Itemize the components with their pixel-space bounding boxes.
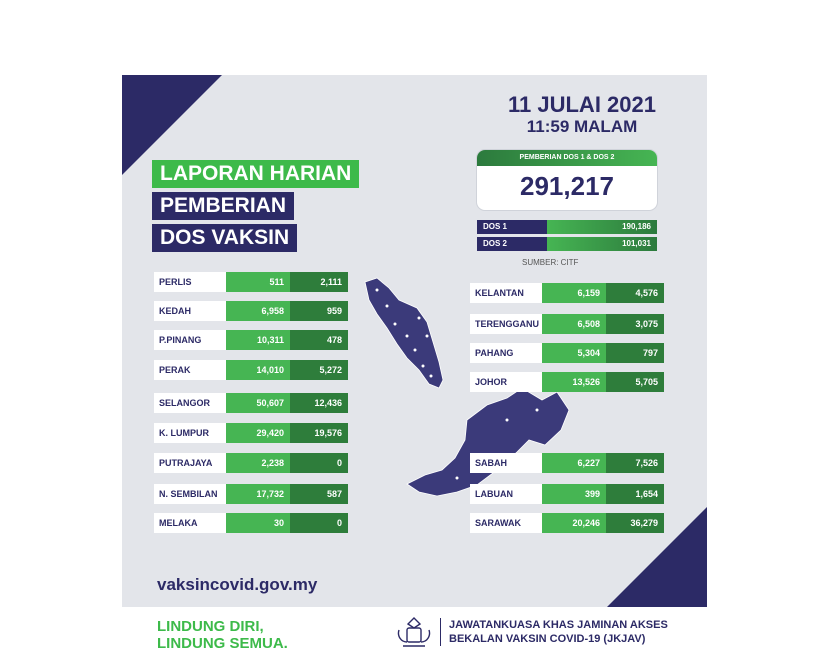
state-row-kedah (154, 301, 348, 321)
state-row-perlis (154, 272, 348, 292)
title-line-3: DOS VAKSIN (152, 224, 297, 252)
state-dose1: 6,508 (542, 314, 606, 334)
state-dose2: 797 (606, 343, 664, 363)
state-name: PERLIS (154, 272, 226, 292)
state-row-terengganu (470, 314, 664, 334)
state-dose2: 12,436 (290, 393, 348, 413)
state-name: KEDAH (154, 301, 226, 321)
state-dose1: 50,607 (226, 393, 290, 413)
state-dose1: 13,526 (542, 372, 606, 392)
borneo-malaysia-shape (407, 388, 569, 496)
state-row-johor (470, 372, 664, 392)
state-name: JOHOR (470, 372, 542, 392)
state-dose1: 17,732 (226, 484, 290, 504)
state-dose2: 0 (290, 453, 348, 473)
state-row-perak (154, 360, 348, 380)
report-date (492, 93, 672, 137)
state-name: LABUAN (470, 484, 542, 504)
state-row-sabah (470, 453, 664, 473)
state-name: PUTRAJAYA (154, 453, 226, 473)
state-row-ppinang (154, 330, 348, 350)
state-dose1: 6,958 (226, 301, 290, 321)
org-line-2: BEKALAN VAKSIN COVID-19 (JKJAV) (449, 633, 646, 645)
state-dose2: 1,654 (606, 484, 664, 504)
slogan (157, 618, 288, 652)
total-doses-value: 291,217 (520, 171, 614, 201)
dose-1-label: DOS 1 (477, 220, 547, 234)
state-row-klumpur (154, 423, 348, 443)
state-dose1: 6,227 (542, 453, 606, 473)
state-dose2: 5,272 (290, 360, 348, 380)
state-name: SELANGOR (154, 393, 226, 413)
malaysia-crest-icon (393, 614, 435, 650)
state-row-sarawak (470, 513, 664, 533)
state-name: N. SEMBILAN (154, 484, 226, 504)
state-dose2: 959 (290, 301, 348, 321)
state-dose2: 36,279 (606, 513, 664, 533)
slogan-line-2: LINDUNG SEMUA. (157, 635, 288, 652)
state-row-nsembilan (154, 484, 348, 504)
organisation-name (440, 618, 668, 646)
state-dose2: 587 (290, 484, 348, 504)
state-dose1: 5,304 (542, 343, 606, 363)
state-dose1: 399 (542, 484, 606, 504)
title-line-1: LAPORAN HARIAN (152, 160, 359, 188)
state-dose1: 30 (226, 513, 290, 533)
website-url[interactable]: vaksincovid.gov.my (157, 575, 318, 594)
state-dose1: 29,420 (226, 423, 290, 443)
state-name: K. LUMPUR (154, 423, 226, 443)
time-text: 11:59 MALAM (526, 117, 638, 136)
state-dose1: 20,246 (542, 513, 606, 533)
title-line-2: PEMBERIAN (152, 192, 294, 220)
total-doses-header: PEMBERIAN DOS 1 & DOS 2 (477, 150, 657, 166)
state-row-selangor (154, 393, 348, 413)
total-doses-card (477, 150, 657, 210)
state-name: SABAH (470, 453, 542, 473)
state-dose1: 14,010 (226, 360, 290, 380)
state-name: KELANTAN (470, 283, 542, 303)
state-dose2: 3,075 (606, 314, 664, 334)
state-dose2: 2,111 (290, 272, 348, 292)
dose-2-value: 101,031 (547, 237, 657, 251)
state-row-labuan (470, 484, 664, 504)
state-row-putrajaya (154, 453, 348, 473)
state-name: PAHANG (470, 343, 542, 363)
state-dose1: 511 (226, 272, 290, 292)
state-row-pahang (470, 343, 664, 363)
date-text: 11 JULAI 2021 (508, 92, 656, 117)
state-row-melaka (154, 513, 348, 533)
state-name: PERAK (154, 360, 226, 380)
state-name: P.PINANG (154, 330, 226, 350)
dose-2-row (477, 237, 657, 251)
state-dose2: 5,705 (606, 372, 664, 392)
infographic-panel (122, 75, 707, 607)
state-name: TERENGGANU (470, 314, 542, 334)
dose-1-value: 190,186 (547, 220, 657, 234)
peninsular-malaysia-shape (365, 278, 443, 388)
dose-1-row (477, 220, 657, 234)
dose-2-label: DOS 2 (477, 237, 547, 251)
state-dose2: 0 (290, 513, 348, 533)
state-row-kelantan (470, 283, 664, 303)
state-name: MELAKA (154, 513, 226, 533)
state-dose1: 6,159 (542, 283, 606, 303)
org-line-1: JAWATANKUASA KHAS JAMINAN AKSES (449, 619, 668, 631)
source-text: SUMBER: CITF (522, 258, 579, 267)
state-name: SARAWAK (470, 513, 542, 533)
state-dose1: 10,311 (226, 330, 290, 350)
state-dose2: 19,576 (290, 423, 348, 443)
slogan-line-1: LINDUNG DIRI, (157, 618, 264, 635)
state-dose2: 4,576 (606, 283, 664, 303)
state-dose2: 7,526 (606, 453, 664, 473)
state-dose2: 478 (290, 330, 348, 350)
state-dose1: 2,238 (226, 453, 290, 473)
